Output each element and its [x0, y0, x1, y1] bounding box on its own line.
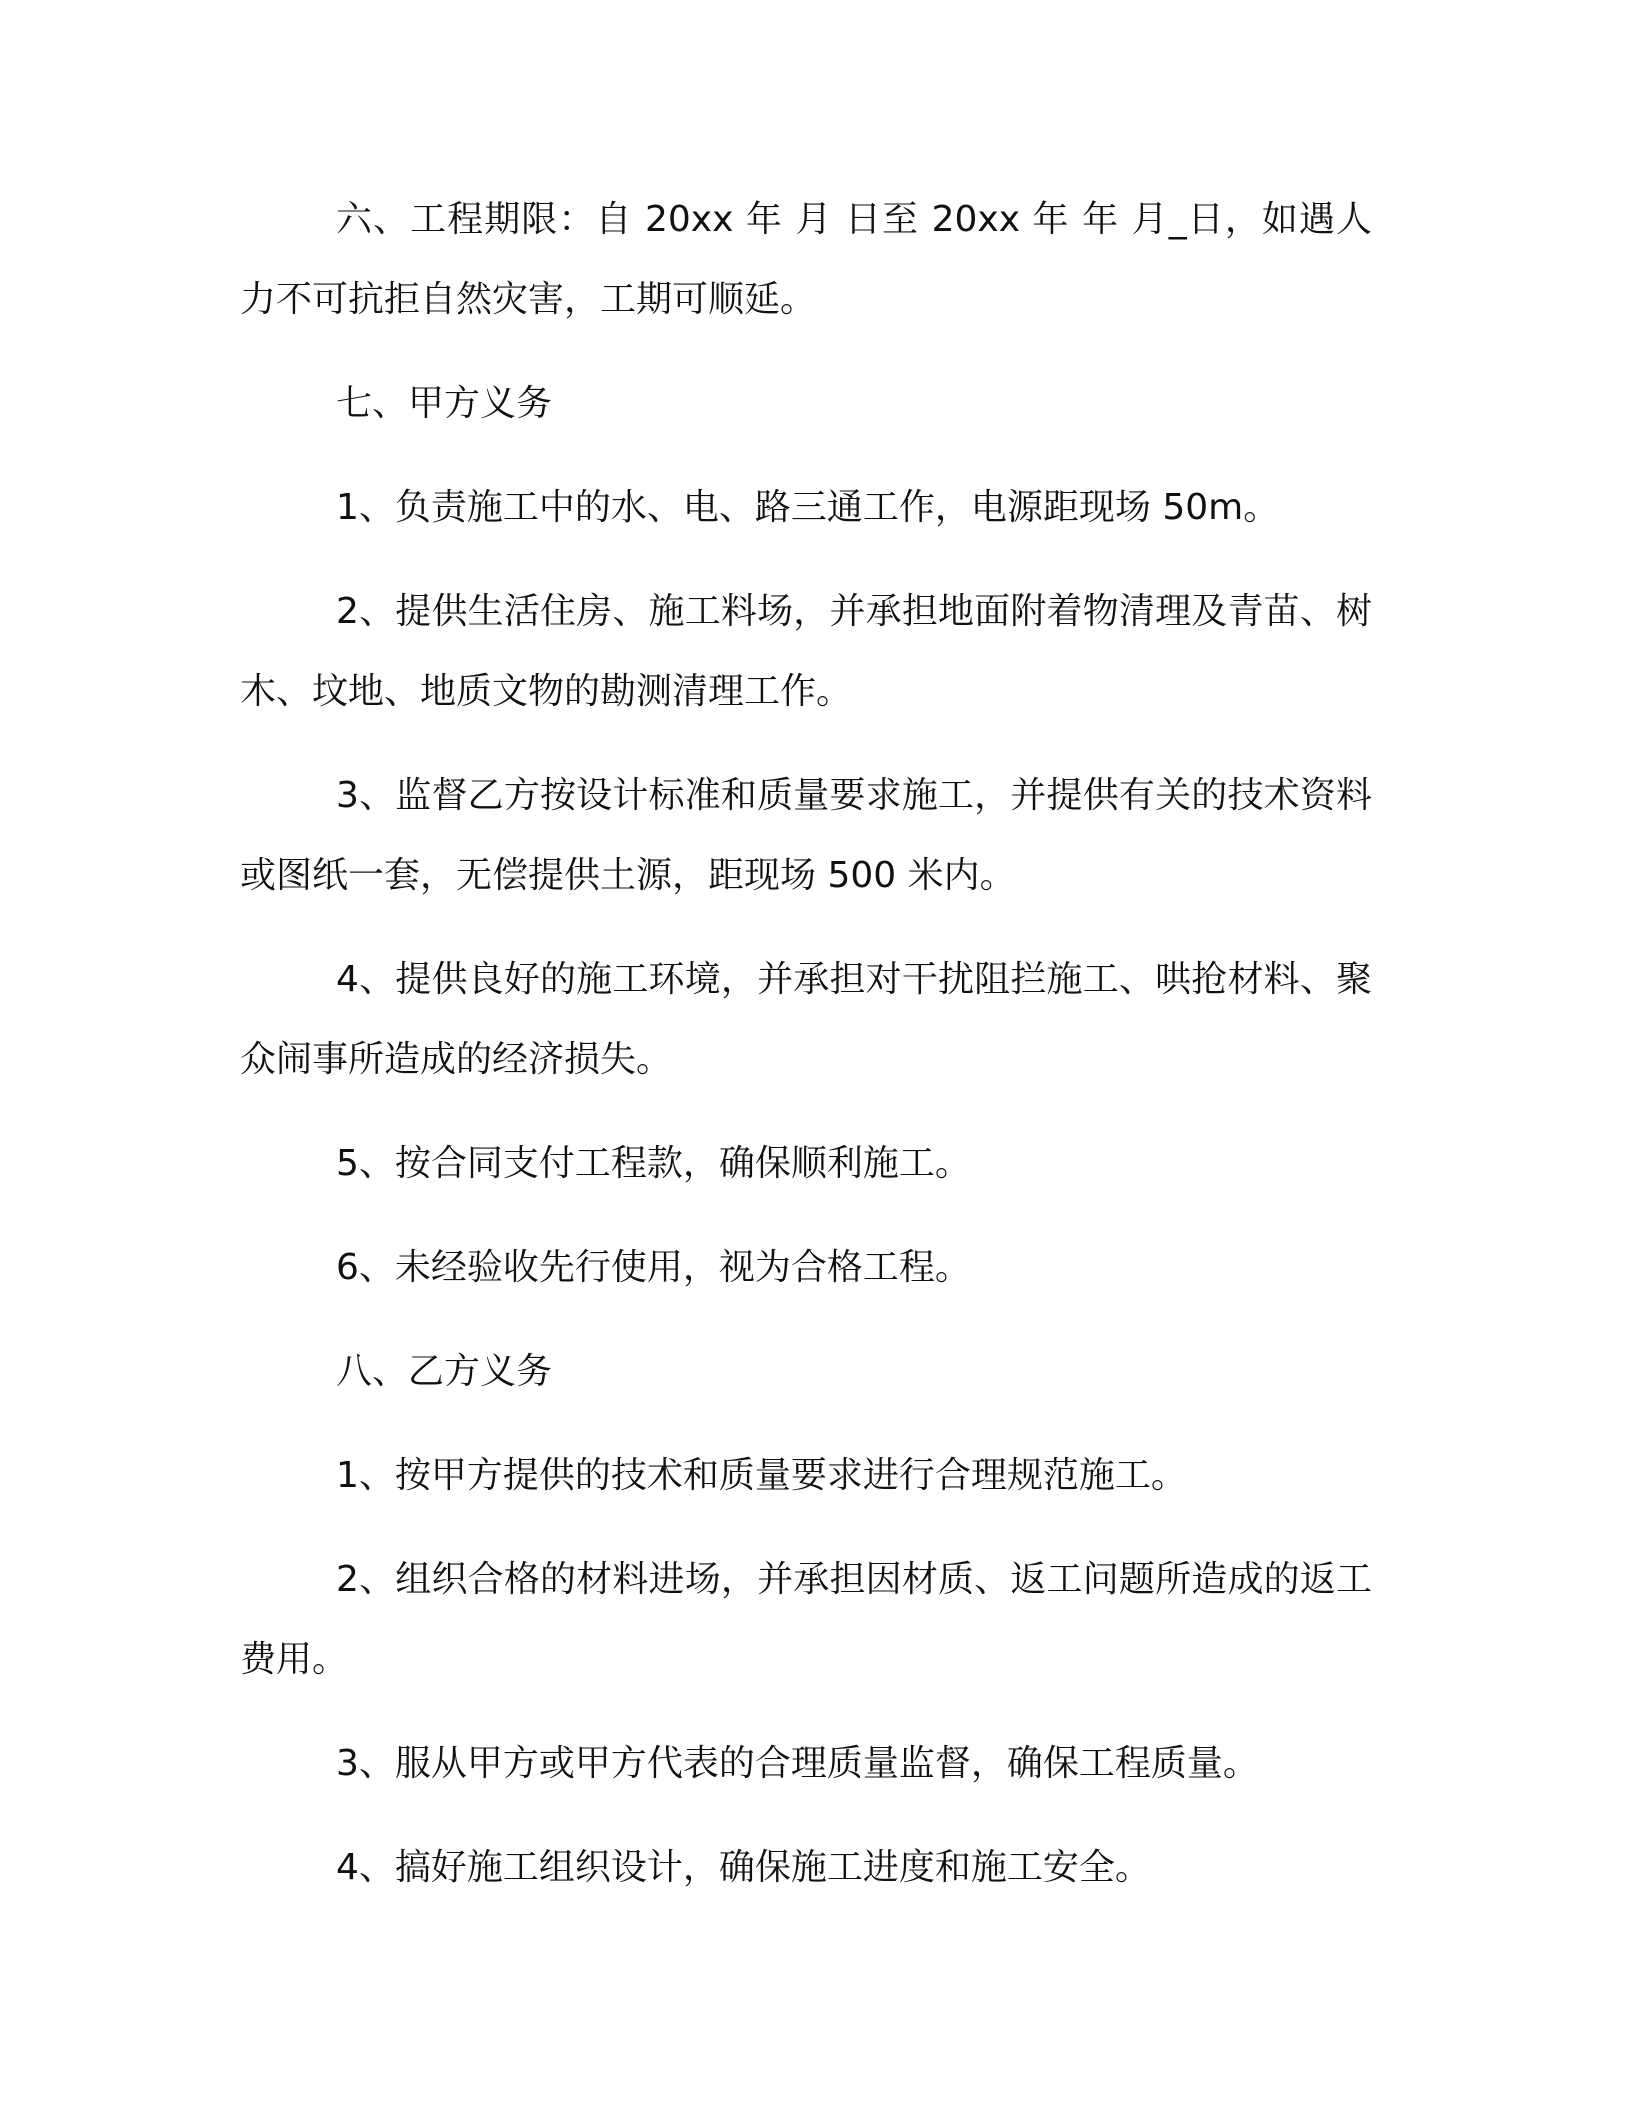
section-6-duration: 六、工程期限：自 20xx 年 月 日至 20xx 年 年 月_日，如遇人力不可抗拒自然灾害，工期可顺延。: [240, 199, 1372, 320]
section-8-heading: 八、乙方义务: [336, 1351, 553, 1392]
party-a-duty-5: 5、按合同支付工程款，确保顺利施工。: [336, 1143, 971, 1184]
party-a-duty-6: 6、未经验收先行使用，视为合格工程。: [336, 1247, 971, 1288]
party-a-duty-4: 4、提供良好的施工环境，并承担对干扰阻拦施工、哄抢材料、聚众闹事所造成的经济损失。: [240, 959, 1372, 1080]
section-7-heading: 七、甲方义务: [336, 383, 553, 424]
party-b-duty-2: 2、组织合格的材料进场，并承担因材质、返工问题所造成的返工费用。: [240, 1559, 1372, 1680]
party-a-duty-2: 2、提供生活住房、施工料场，并承担地面附着物清理及青苗、树木、坟地、地质文物的勘测清理工作。: [240, 591, 1372, 712]
document-body: [240, 180, 1372, 1932]
party-b-duty-4: 4、搞好施工组织设计，确保施工进度和施工安全。: [336, 1847, 1151, 1888]
party-a-duty-1: 1、负责施工中的水、电、路三通工作，电源距现场 50m。: [336, 487, 1280, 528]
party-b-duty-1: 1、按甲方提供的技术和质量要求进行合理规范施工。: [336, 1455, 1187, 1496]
party-a-duty-3: 3、监督乙方按设计标准和质量要求施工，并提供有关的技术资料或图纸一套，无偿提供土源，距现场 500 米内。: [240, 775, 1372, 896]
party-b-duty-3: 3、服从甲方或甲方代表的合理质量监督，确保工程质量。: [336, 1743, 1259, 1784]
